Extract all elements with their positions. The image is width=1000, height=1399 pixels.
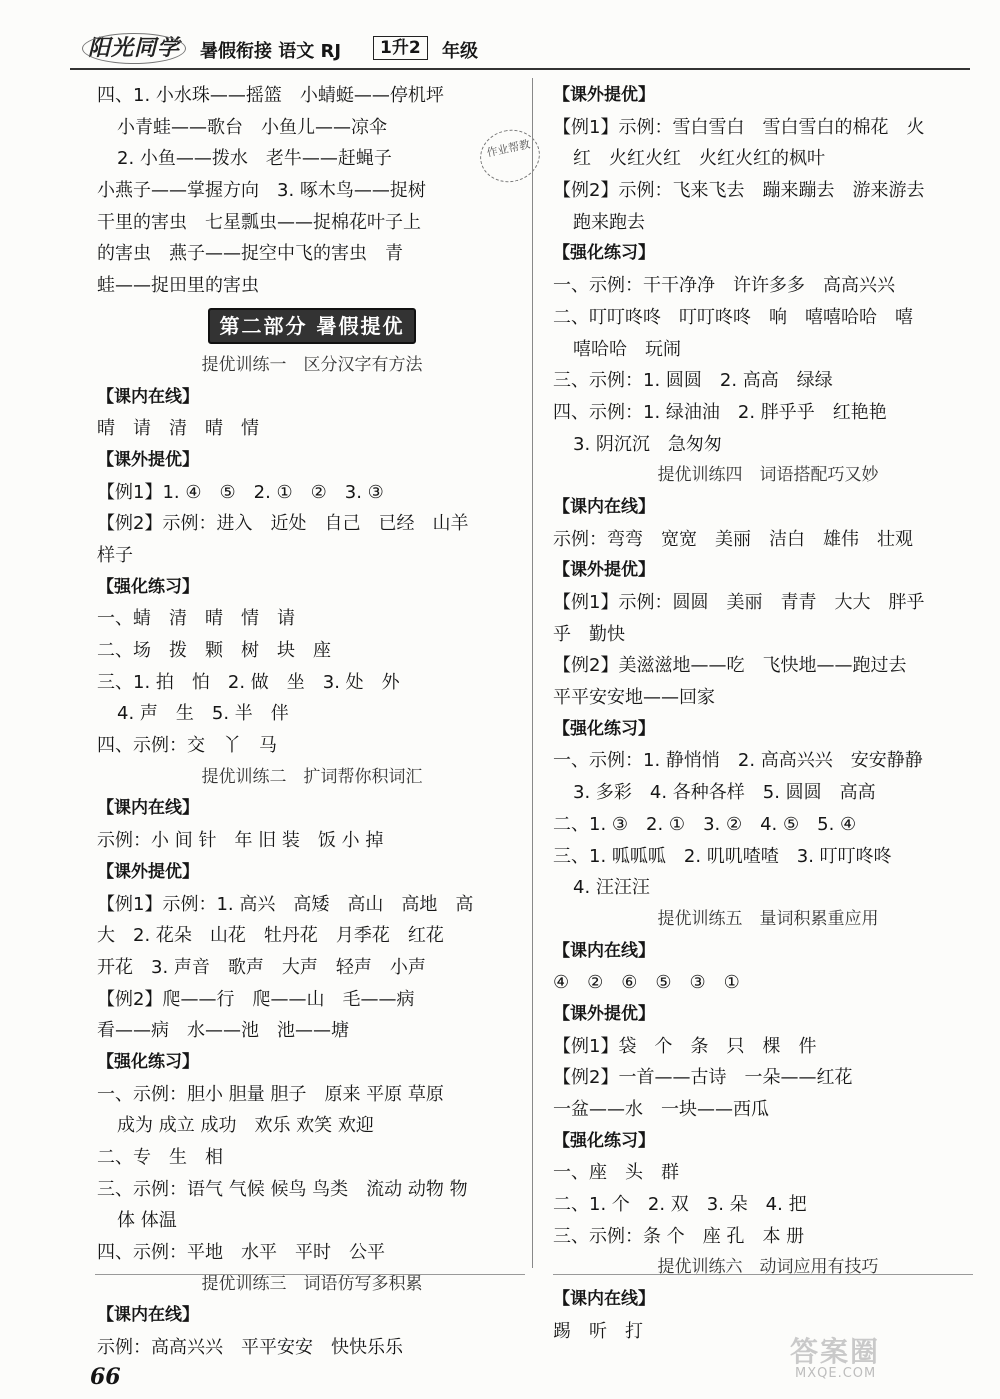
stamp-mark: 作业帮教: [475, 124, 545, 187]
answer-line-plain: 【例2】爬——行 爬——山 毛——病: [97, 988, 415, 1010]
footer-rule-right: [553, 1274, 973, 1275]
watermark-logo: 答案圈: [790, 1335, 881, 1368]
answer-line-plain: 【例1】袋 个 条 只 棵 件: [553, 1035, 817, 1057]
answer-line-plain: 二、1. ③ 2. ① 3. ② 4. ⑤ 5. ④: [553, 813, 857, 835]
answer-line-plain: 干里的害虫 七星瓢虫——捉棉花叶子上: [97, 211, 421, 233]
answer-line-plain: 【例2】示例：进入 近处 自己 已经 山羊: [97, 513, 469, 535]
answer-line-subtitle: 提优训练三 词语仿写多积累: [201, 1273, 423, 1294]
answer-line-heading: 【课内在线】: [553, 940, 655, 961]
answer-line-indent: 红 火红火红 火红火红的枫叶: [573, 148, 825, 170]
answer-line-heading: 【强化练习】: [553, 243, 655, 264]
answer-line-plain: 二、专 生 相: [97, 1147, 223, 1168]
answer-line-indent: 嘻哈哈 玩闹: [573, 338, 681, 360]
answer-line-plain: 一、蜻 清 晴 情 请: [97, 608, 295, 630]
answer-line-heading: 【课外提优】: [553, 85, 655, 105]
answer-line-plain: 示例：小 间 针 年 旧 装 饭 小 掉: [97, 830, 384, 852]
brand-logo: 阳光同学: [88, 31, 180, 62]
answer-line-heading: 【强化练习】: [97, 576, 199, 597]
answer-line-plain: 二、场 拨 颗 树 块 座: [97, 640, 331, 661]
answer-line-heading: 【课内在线】: [553, 496, 655, 517]
answer-line-plain: ④ ② ⑥ ⑤ ③ ①: [553, 972, 740, 994]
answer-line-plain: 四、示例：1. 绿油油 2. 胖乎乎 红艳艳: [553, 401, 887, 423]
answer-line-plain: 看——病 水——池 池——塘: [97, 1020, 349, 1042]
answer-line-heading: 【课内在线】: [97, 386, 199, 407]
header-subject: 暑假衔接 语文 RJ: [200, 41, 342, 62]
answer-line-plain: 【例2】示例：飞来飞去 蹦来蹦去 游来游去: [553, 180, 925, 202]
column-divider: [532, 78, 533, 1268]
answer-line-plain: 蛙——捉田里的害虫: [97, 275, 259, 297]
answer-line-indent: 4. 声 生 5. 半 伴: [117, 703, 289, 725]
answer-line-indent: 成为 成立 成功 欢乐 欢笑 欢迎: [117, 1115, 374, 1137]
answer-line-plain: 【例2】美滋滋地——吃 飞快地——跑过去: [553, 655, 907, 677]
answer-line-heading: 【课外提优】: [97, 449, 199, 470]
answer-line-plain: 样子: [97, 544, 133, 566]
answer-line-plain: 四、示例：平地 水平 平时 公平: [97, 1242, 385, 1264]
answer-line-heading: 【强化练习】: [553, 718, 655, 739]
page-header: [70, 28, 970, 70]
section-banner: 第二部分 暑假提优: [208, 308, 417, 344]
answer-line-plain: 四、示例：交 丫 马: [97, 735, 277, 757]
answer-line-heading: 【课外提优】: [553, 560, 655, 581]
answer-line-plain: 晴 请 清 晴 情: [97, 418, 259, 440]
answer-line-plain: 【例2】一首——古诗 一朵——红花: [553, 1067, 853, 1089]
answer-line-plain: 三、1. 拍 怕 2. 做 坐 3. 处 外: [97, 671, 400, 693]
answer-line-heading: 【课内在线】: [97, 1305, 199, 1326]
answer-line-plain: 一盆——水 一块——西瓜: [553, 1099, 769, 1120]
answer-line-banner: [97, 302, 527, 350]
answer-line-plain: 一、示例：干干净净 许许多多 高高兴兴: [553, 275, 895, 297]
answer-line-indent: 体 体温: [117, 1210, 177, 1232]
answer-line-subtitle: 提优训练二 扩词帮你积词汇: [201, 766, 423, 787]
answer-line-heading: 【课外提优】: [553, 1003, 655, 1024]
answer-line-indent: 3. 阴沉沉 急匆匆: [573, 433, 722, 455]
answer-line-subtitle: 提优训练五 量词积累重应用: [657, 908, 879, 929]
watermark-url: MXQE.COM: [795, 1366, 877, 1381]
answer-line-plain: 【例1】示例：雪白雪白 雪白雪白的棉花 火: [553, 116, 925, 138]
answer-line-heading: 【强化练习】: [97, 1051, 199, 1072]
answer-line-plain: 乎 勤快: [553, 623, 625, 645]
answer-line-plain: 一、示例：1. 静悄悄 2. 高高兴兴 安安静静: [553, 750, 923, 772]
answer-line-plain: 开花 3. 声音 歌声 大声 轻声 小声: [97, 956, 426, 978]
answer-line-plain: 示例：高高兴兴 平平安安 快快乐乐: [97, 1337, 403, 1359]
answer-line-plain: 示例：弯弯 宽宽 美丽 洁白 雄伟 壮观: [553, 528, 913, 550]
answer-line-plain: 三、示例：语气 气候 候鸟 鸟类 流动 动物 物: [97, 1178, 468, 1200]
answer-line-plain: 的害虫 燕子——捉空中飞的害虫 青: [97, 243, 403, 265]
answer-line-plain: 【例1】示例：圆圆 美丽 青青 大大 胖乎: [553, 592, 925, 613]
answer-line-plain: 【例1】1. ④ ⑤ 2. ① ② 3. ③: [97, 481, 384, 503]
answer-line-subtitle: 提优训练六 动词应用有技巧: [657, 1257, 879, 1278]
answer-line-subtitle: 提优训练四 词语搭配巧又妙: [657, 465, 879, 486]
answer-line-plain: 踢 听 打: [553, 1320, 643, 1342]
header-grade: 年级: [442, 41, 478, 62]
right-column: [553, 80, 983, 1348]
answer-line-plain: 四、1. 小水珠——摇篮 小蜻蜓——停机坪: [97, 85, 444, 106]
answer-line-plain: 三、示例：1. 圆圆 2. 高高 绿绿: [553, 370, 833, 392]
answer-line-plain: 平平安安地——回家: [553, 687, 715, 709]
answer-line-indent: 跑来跑去: [573, 211, 645, 233]
answer-line-heading: 【课外提优】: [97, 861, 199, 882]
answer-line-plain: 三、1. 呱呱呱 2. 叽叽喳喳 3. 叮叮咚咚: [553, 845, 892, 867]
answer-line-indent: 2. 小鱼——拨水 老牛——赶蝇子: [117, 148, 392, 170]
left-column: [97, 80, 527, 1364]
answer-line-plain: 二、叮叮咚咚 叮叮咚咚 响 嘻嘻哈哈 嘻: [553, 306, 913, 328]
answer-line-indent: 4. 汪汪汪: [573, 877, 650, 899]
page-number: 66: [90, 1364, 121, 1390]
footer-rule-left: [95, 1274, 525, 1275]
answer-line-heading: 【课内在线】: [553, 1289, 655, 1310]
answer-line-plain: 一、示例：胆小 胆量 胆子 原来 平原 草原: [97, 1083, 444, 1105]
answer-line-plain: 【例1】示例：1. 高兴 高矮 高山 高地 高: [97, 893, 474, 915]
answer-line-plain: 二、1. 个 2. 双 3. 朵 4. 把: [553, 1194, 807, 1216]
answer-line-heading: 【强化练习】: [553, 1130, 655, 1151]
answer-line-heading: 【课内在线】: [97, 798, 199, 819]
answer-line-plain: 一、座 头 群: [553, 1162, 679, 1184]
answer-line-plain: 小燕子——掌握方向 3. 啄木鸟——捉树: [97, 180, 426, 202]
answer-line-plain: 三、示例：条 个 座 孔 本 册: [553, 1225, 805, 1247]
grade-badge: 1升2: [373, 36, 428, 60]
answer-line-subtitle: 提优训练一 区分汉字有方法: [201, 354, 423, 375]
answer-line-indent: 3. 多彩 4. 各种各样 5. 圆圆 高高: [573, 782, 876, 804]
answer-line-indent: 小青蛙——歌台 小鱼儿——凉伞: [117, 116, 387, 138]
answer-line-plain: 大 2. 花朵 山花 牡丹花 月季花 红花: [97, 925, 444, 947]
